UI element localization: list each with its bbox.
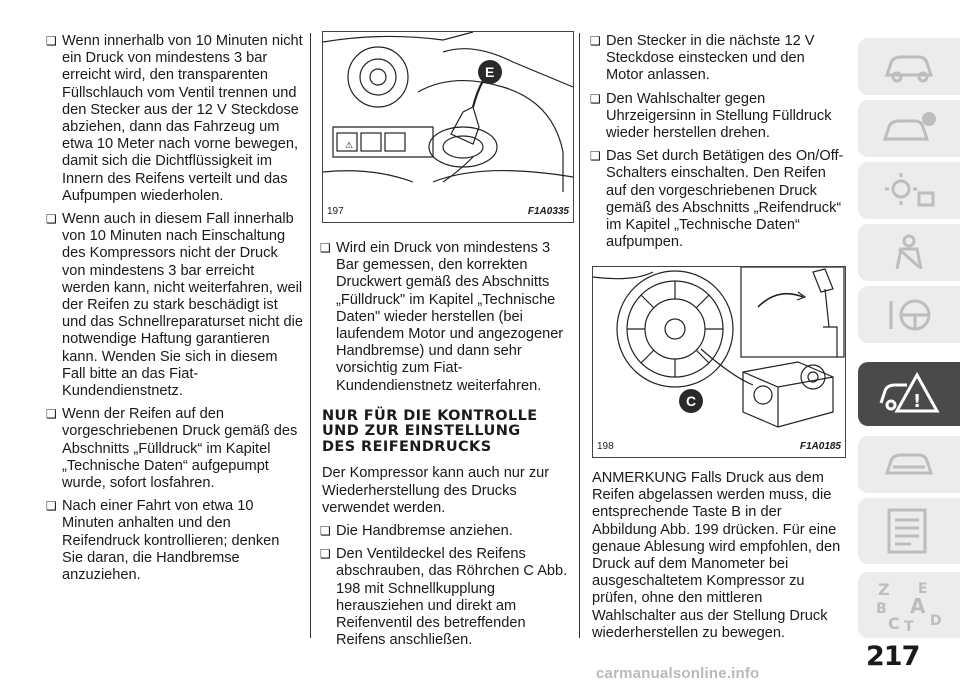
dashboard-lights-icon bbox=[879, 171, 939, 211]
column-middle bbox=[322, 240, 574, 655]
car-maintenance-icon bbox=[879, 445, 939, 485]
column-divider bbox=[310, 33, 311, 638]
heading-line: NUR FÜR DIE KONTROLLE bbox=[322, 407, 538, 424]
tab-driving[interactable] bbox=[858, 286, 960, 343]
svg-text:⚠: ⚠ bbox=[345, 141, 354, 151]
callout-e-label: E bbox=[485, 64, 495, 80]
svg-text:Z: Z bbox=[878, 580, 890, 599]
tab-index[interactable] bbox=[858, 572, 960, 638]
watermark: carmanualsonline.info bbox=[596, 665, 760, 682]
car-emergency-warning-icon bbox=[877, 371, 941, 417]
svg-text:B: B bbox=[876, 601, 887, 617]
svg-text:A: A bbox=[910, 594, 926, 618]
tab-safety[interactable] bbox=[858, 224, 960, 281]
chapter-sidebar bbox=[858, 0, 960, 686]
bullet-paragraph: ❑ Das Set durch Betätigen des On/Off-Schalters einschalten. Den Reifen auf den vorgeschriebenen Druck gemäß des Abschnitts „Reifendruck“ im Kapitel „Technische Daten“ aufpumpen. bbox=[592, 148, 844, 251]
figure-198 bbox=[592, 266, 846, 458]
figure-code: F1A0185 bbox=[799, 441, 841, 452]
bullet-paragraph: ❑ Die Handbremse anziehen. bbox=[322, 523, 574, 540]
figure-197-illustration bbox=[323, 32, 573, 202]
bullet-paragraph: ❑ Den Wahlschalter gegen Uhrzeigersinn in Stellung Fülldruck wieder herstellen drehen. bbox=[592, 91, 844, 143]
technical-data-icon bbox=[879, 506, 939, 556]
tab-car-overview[interactable] bbox=[858, 38, 960, 95]
car-info-icon bbox=[879, 109, 939, 149]
tab-car-info[interactable] bbox=[858, 100, 960, 157]
paragraph: Der Kompressor kann auch nur zur Wiederherstellung des Drucks verwendet werden. bbox=[322, 465, 550, 516]
column-right bbox=[592, 33, 844, 257]
alphabetical-index-icon bbox=[874, 577, 944, 633]
column-left bbox=[48, 33, 303, 590]
bullet-paragraph: ❑ Den Stecker in die nächste 12 V Steckdose einstecken und den Motor anlassen. bbox=[592, 33, 844, 85]
column-divider bbox=[579, 33, 580, 638]
bullet-paragraph: ❑ Nach einer Fahrt von etwa 10 Minuten anhalten und den Reifendruck kontrollieren; denken Sie daran, die Handbremse anzuziehen. bbox=[48, 498, 303, 584]
figure-number: 197 bbox=[327, 206, 344, 217]
heading-line: UND ZUR EINSTELLUNG bbox=[322, 423, 521, 440]
bullet-paragraph: ❑ Den Ventildeckel des Reifens abschrauben, das Röhrchen C Abb. 198 mit Schnellkupplung herausziehen und direkt am Reifenventil des betreffenden Reifens anschließen. bbox=[322, 546, 574, 649]
figure-197 bbox=[322, 31, 574, 223]
figure-number: 198 bbox=[597, 441, 614, 452]
svg-text:!: ! bbox=[913, 391, 922, 412]
bullet-paragraph: ❑ Wird ein Druck von mindestens 3 Bar gemessen, den korrekten Druckwert gemäß des Abschnitts „Fülldruck" im Kapitel „Technische Daten" wieder herstellen (bei laufendem Motor und angezogener Handbremse) und dann sehr vorsichtig zum Fiat-Kundendienstnetz weiterfahren. bbox=[322, 240, 574, 395]
tab-emergency[interactable] bbox=[858, 362, 960, 426]
section-heading bbox=[322, 409, 574, 456]
bullet-paragraph: ❑ Wenn der Reifen auf den vorgeschriebenen Druck gemäß des Abschnitts „Fülldruck“ im Kapitel „Technische Daten“ aufgepumpt wurde, sofort losfahren. bbox=[48, 406, 303, 492]
svg-text:D: D bbox=[930, 613, 942, 629]
tab-technical-data[interactable] bbox=[858, 498, 960, 564]
bullet-paragraph: ❑ Wenn auch in diesem Fall innerhalb von 10 Minuten nach Einschaltung des Kompressors nicht der Druck von mindestens 3 bar erreicht werden kann, nicht weiterfahren, weil der Reifen zu stark beschädigt ist und das Schnellreparaturset nicht die notwendige Haftung garantieren kann. Wenden Sie sich in diesem Fall bitte an das Fiat-Kundendienstnetz. bbox=[48, 211, 303, 400]
callout-c-label: C bbox=[686, 393, 697, 409]
page-number: 217 bbox=[866, 641, 920, 672]
svg-text:T: T bbox=[904, 619, 914, 633]
tab-dashboard-lights[interactable] bbox=[858, 162, 960, 219]
note-paragraph: ANMERKUNG Falls Druck aus dem Reifen abgelassen werden muss, die entsprechende Taste B in der Abbildung Abb. 199 drücken. Für eine genaue Ablesung wird empfohlen, den Druck auf dem Manometer bei ausgeschaltetem Kompressor zu prüfen, ohne den mittleren Wahlschalter aus der Stellung Druck wiederherstellen zu bewegen. bbox=[592, 470, 841, 641]
seatbelt-safety-icon bbox=[879, 233, 939, 273]
svg-text:E: E bbox=[918, 581, 928, 597]
tab-maintenance[interactable] bbox=[858, 436, 960, 493]
svg-text:C: C bbox=[888, 614, 900, 633]
note-block bbox=[592, 470, 844, 648]
car-overview-icon bbox=[879, 47, 939, 87]
heading-line: DES REIFENDRUCKS bbox=[322, 438, 492, 455]
steering-wheel-icon bbox=[879, 295, 939, 335]
figure-code: F1A0335 bbox=[527, 206, 569, 217]
figure-198-illustration bbox=[593, 267, 845, 437]
bullet-paragraph: ❑ Wenn innerhalb von 10 Minuten nicht ein Druck von mindestens 3 bar erreicht wird, den transparenten Füllschlauch vom Ventil trennen und den Stecker aus der 12 V Steckdose abziehen, dann das Fahrzeug um etwa 10 Meter nach vorne bewegen, damit sich die Dichtflüssigkeit im Innern des Reifens verteilt und das Aufpumpen wiederholen. bbox=[48, 33, 303, 205]
